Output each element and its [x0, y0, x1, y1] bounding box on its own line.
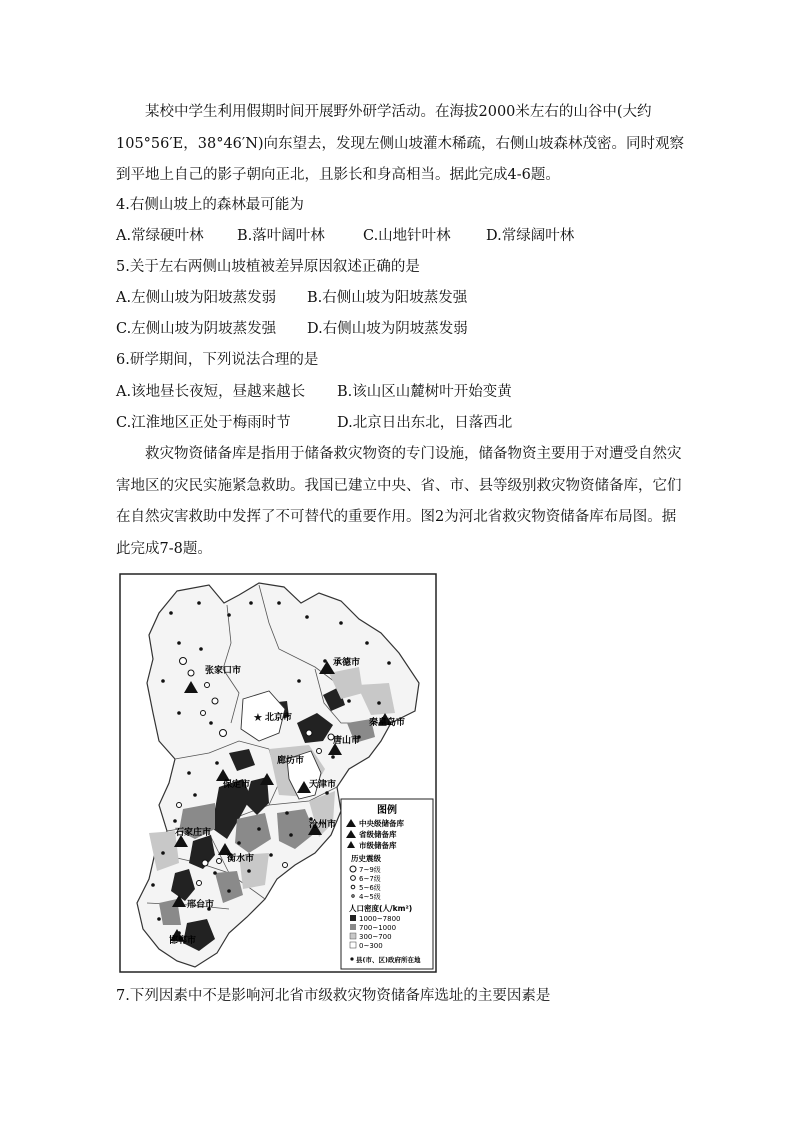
legend-quake-5-6-icon — [351, 885, 355, 889]
label-beijing: 北京市 — [265, 713, 293, 723]
legend-density-4-swatch — [350, 942, 356, 948]
q4-option-c[interactable]: C.山地针叶林 — [363, 228, 451, 244]
question-5-stem: 5.关于左右两侧山坡植被差异原因叙述正确的是 — [116, 259, 420, 275]
legend-quake-4-5: 4~5级 — [359, 893, 381, 901]
legend-density-2: 700~1000 — [359, 924, 397, 932]
legend-density-4: 0~300 — [359, 942, 383, 950]
legend-municipal-label: 市级储备库 — [359, 841, 397, 850]
passage-intro-2: 救灾物资储备库是指用于储备救灾物资的专门设施，储备物资主要用于对遭受自然灾害地区的灾民实施紧急救助。我国已建立中央、省、市、县等级别救灾物资储备库，它们在自然灾害救助中发挥了不可替代的重要作用。图2为河北省救灾物资储备库布局图。据此完成7-8题。 — [116, 446, 682, 557]
label-hengshui: 衡水市 — [227, 854, 255, 864]
question-5-options-row1 — [116, 283, 688, 315]
legend-quake-4-5-icon — [352, 895, 354, 897]
legend-seat-icon — [350, 957, 353, 960]
legend-quake-title: 历史震级 — [351, 854, 381, 863]
q4-option-d[interactable]: D.常绿阔叶林 — [486, 228, 575, 244]
legend-quake-6-7: 6~7级 — [359, 875, 381, 883]
legend-quake-7-9-icon — [350, 866, 356, 872]
label-baoding: 保定市 — [223, 780, 251, 790]
legend-density-2-swatch — [350, 924, 356, 930]
legend-provincial-label: 省级储备库 — [359, 830, 397, 839]
q6-option-c[interactable]: C.江淮地区正处于梅雨时节 — [116, 415, 291, 431]
beijing-star-icon: ★ — [253, 711, 263, 724]
q6-option-a[interactable]: A.该地昼长夜短，昼越来越长 — [116, 384, 306, 400]
label-langfang: 廊坊市 — [277, 756, 305, 766]
label-shijiazhuang: 石家庄市 — [175, 828, 212, 838]
label-qinhuangdao: 秦皇岛市 — [369, 718, 406, 728]
legend-density-title: 人口密度(人/km²) — [349, 904, 413, 913]
label-handan: 邯郸市 — [169, 936, 197, 946]
question-6-stem: 6.研学期间，下列说法合理的是 — [116, 352, 319, 368]
label-chengde: 承德市 — [333, 658, 361, 668]
q4-option-a[interactable]: A.常绿硬叶林 — [116, 228, 204, 244]
question-7-stem: 7.下列因素中不是影响河北省市级救灾物资储备库选址的主要因素是 — [116, 988, 551, 1004]
q5-option-a[interactable]: A.左侧山坡为阳坡蒸发弱 — [116, 290, 277, 306]
q6-option-b[interactable]: B.该山区山麓树叶开始变黄 — [337, 384, 512, 400]
q4-option-b[interactable]: B.落叶阔叶林 — [237, 228, 325, 244]
question-4-options — [116, 221, 688, 253]
legend-quake-5-6: 5~6级 — [359, 884, 381, 892]
legend-density-1-swatch — [350, 915, 356, 921]
legend-density-1: 1000~7800 — [359, 915, 401, 923]
question-6-options-row1 — [116, 377, 688, 409]
label-tianjin: 天津市 — [309, 780, 337, 790]
legend-density-3: 300~700 — [359, 933, 392, 941]
legend-quake-7-9: 7~9级 — [359, 866, 381, 874]
legend-quake-6-7-icon — [351, 876, 356, 881]
map-legend — [341, 799, 433, 969]
legend-central-label: 中央级储备库 — [359, 819, 404, 828]
question-6-options-row2 — [116, 408, 688, 440]
hebei-reserve-map — [119, 573, 437, 973]
label-xingtai: 邢台市 — [187, 900, 215, 910]
q5-option-b[interactable]: B.右侧山坡为阳坡蒸发强 — [307, 290, 468, 306]
legend-seat-label: 县(市、区)政府所在地 — [356, 956, 421, 964]
legend-title: 图例 — [377, 805, 397, 816]
label-zhangjiakou: 张家口市 — [205, 666, 242, 676]
label-cangzhou: 沧州市 — [309, 820, 337, 830]
q5-option-d[interactable]: D.右侧山坡为阴坡蒸发弱 — [307, 321, 468, 337]
q5-option-c[interactable]: C.左侧山坡为阴坡蒸发强 — [116, 321, 277, 337]
question-4-stem: 4.右侧山坡上的森林最可能为 — [116, 197, 304, 213]
passage-intro-1: 某校中学生利用假期时间开展野外研学活动。在海拔2000米左右的山谷中(大约105°56′E，38°46′N)向东望去，发现左侧山坡灌木稀疏，右侧山坡森林茂密。同时观察到平地上自己的影子朝向正北，且影长和身高相当。据此完成4-6题。 — [116, 104, 685, 183]
label-tangshan: 唐山市 — [333, 736, 361, 746]
q6-option-d[interactable]: D.北京日出东北，日落西北 — [337, 415, 513, 431]
legend-density-3-swatch — [350, 933, 356, 939]
question-5-options-row2 — [116, 314, 688, 346]
